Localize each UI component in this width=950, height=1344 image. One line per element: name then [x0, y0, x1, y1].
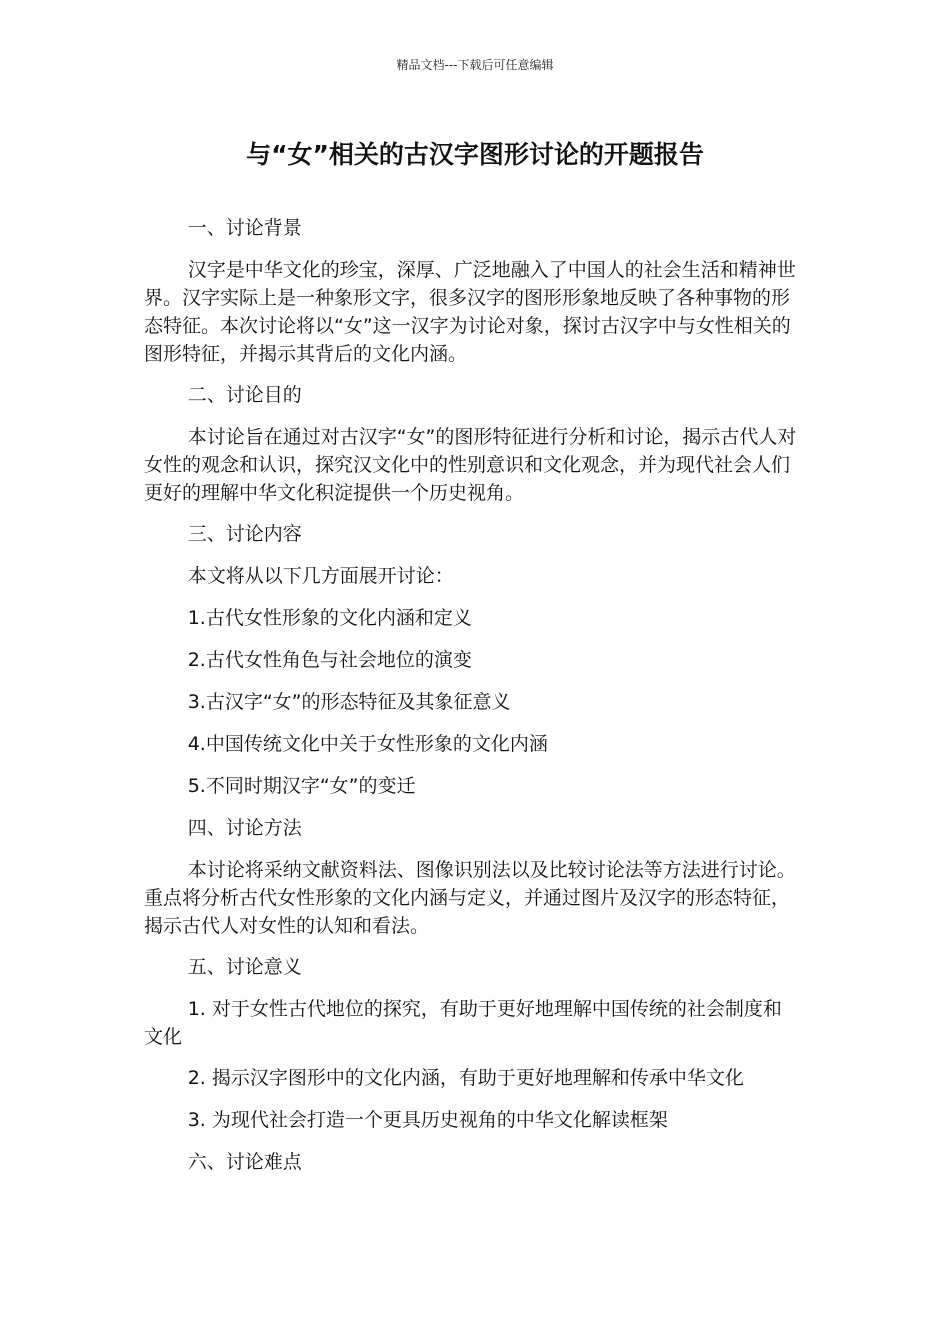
list-item: 2.古代女性角色与社会地位的演变	[187, 649, 472, 671]
list-item: 2. 揭示汉字图形中的文化内涵，有助于更好地理解和传承中华文化	[187, 1067, 744, 1089]
list-item: 5.不同时期汉字“女”的变迁	[187, 775, 416, 797]
list-item: 3.古汉字“女”的形态特征及其象征意义	[187, 691, 511, 713]
list-item: 3. 为现代社会打造一个更具历史视角的中华文化解读框架	[187, 1109, 668, 1131]
paragraph-background: 汉字是中华文化的珍宝，深厚、广泛地融入了中国人的社会生活和精神世界。汉字实际上是一种象形文字，很多汉字的图形形象地反映了各种事物的形态特征。本次讨论将以“女”这一汉字为讨论对象，探讨古汉字中与女性相关的图形特征，并揭示其背后的文化内涵。	[144, 259, 796, 365]
section-heading-content: 三、讨论内容	[187, 523, 302, 545]
paragraph-content-intro: 本文将从以下几方面展开讨论：	[187, 565, 454, 587]
section-heading-purpose: 二、讨论目的	[187, 384, 302, 406]
section-heading-difficulties: 六、讨论难点	[187, 1151, 302, 1173]
section-heading-background: 一、讨论背景	[187, 217, 302, 239]
list-item: 1. 对于女性古代地位的探究，有助于更好地理解中国传统的社会制度和文化	[144, 998, 782, 1048]
paragraph-method: 本讨论将采纳文献资料法、图像识别法以及比较讨论法等方法进行讨论。重点将分析古代女性形象的文化内涵与定义，并通过图片及汉字的形态特征，揭示古代人对女性的认知和看法。	[144, 859, 796, 937]
document-body	[144, 214, 798, 1190]
document-title: 与“女”相关的古汉字图形讨论的开题报告	[246, 140, 704, 169]
list-item: 4.中国传统文化中关于女性形象的文化内涵	[187, 733, 548, 755]
paragraph-purpose: 本讨论旨在通过对古汉字“女”的图形特征进行分析和讨论，揭示古代人对女性的观念和认识，探究汉文化中的性别意识和文化观念，并为现代社会人们更好的理解中华文化积淀提供一个历史视角。	[144, 426, 797, 504]
section-heading-significance: 五、讨论意义	[187, 956, 302, 978]
page-header: 精品文档---下载后可任意编辑	[396, 58, 554, 72]
section-heading-method: 四、讨论方法	[187, 817, 302, 839]
list-item: 1.古代女性形象的文化内涵和定义	[187, 607, 472, 629]
